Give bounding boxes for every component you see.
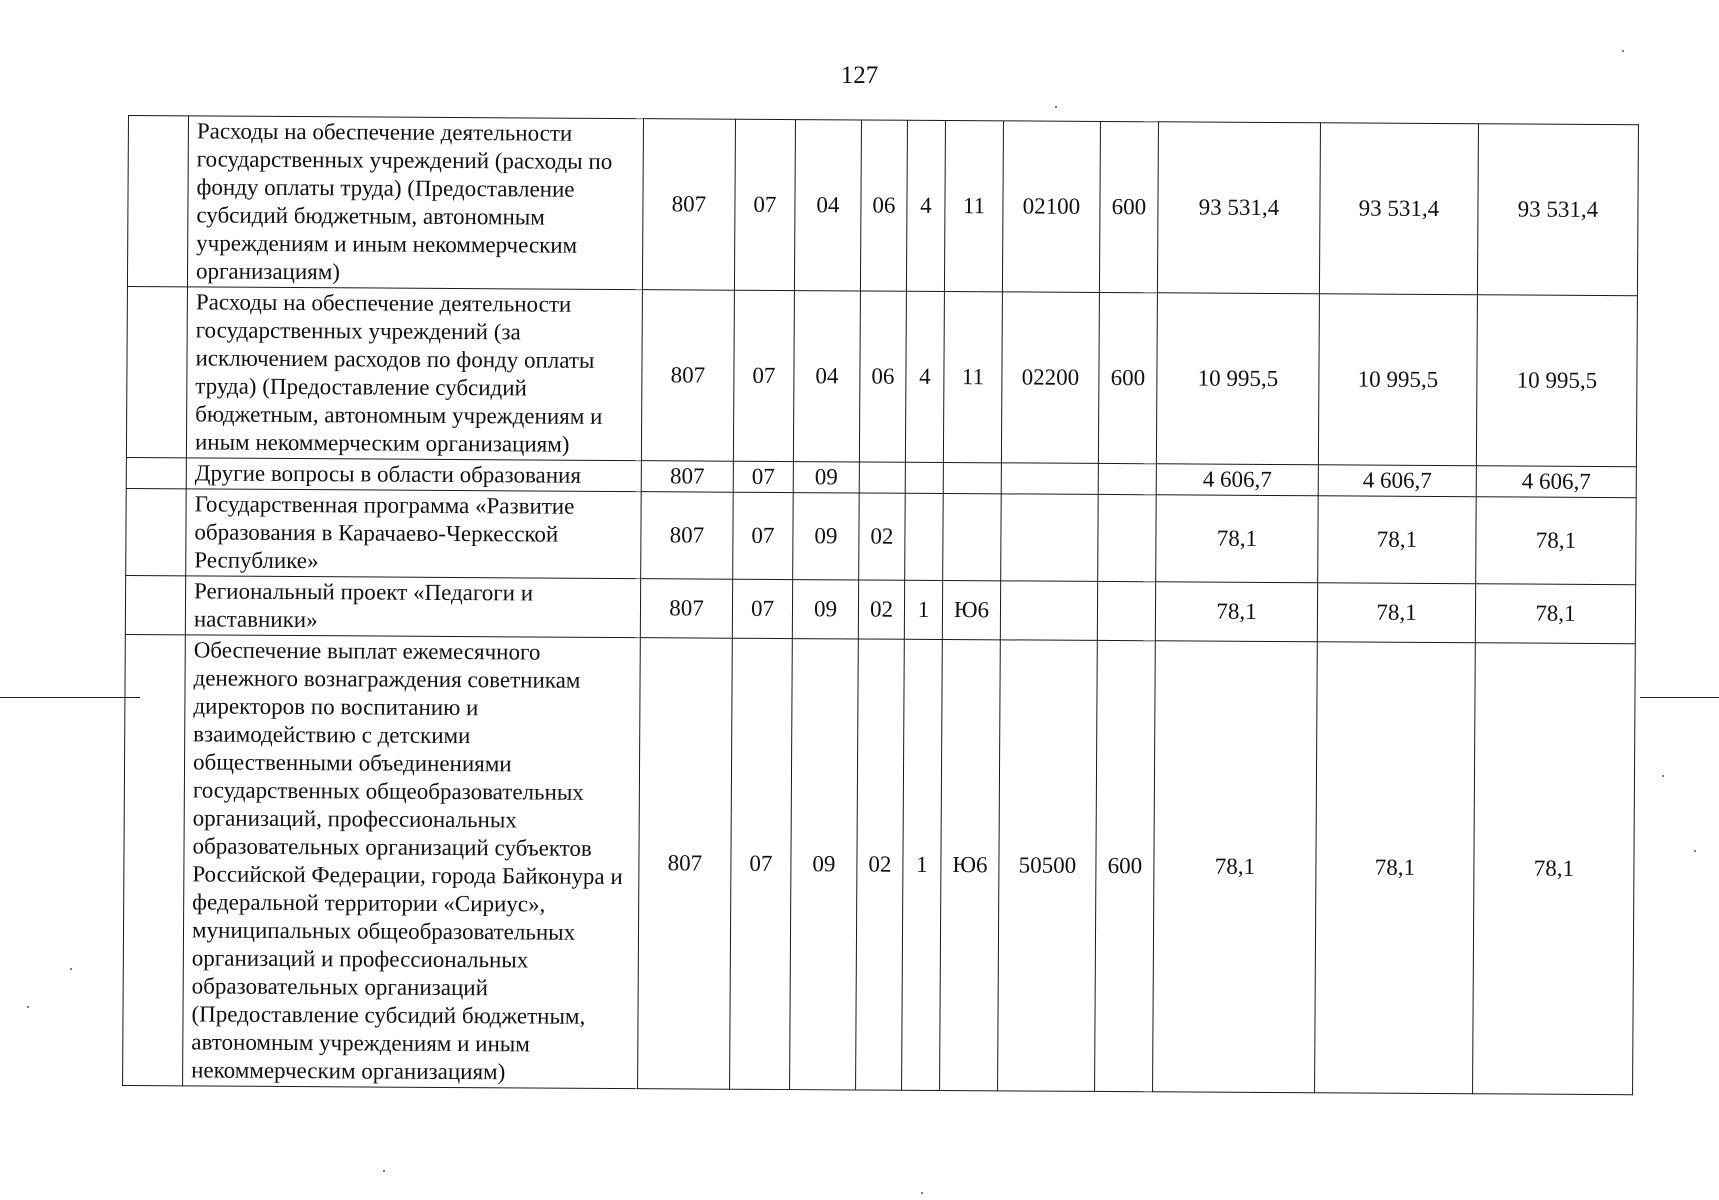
subsection-code-cell: 04 xyxy=(793,291,860,462)
subprogram-code-cell: 11 xyxy=(944,120,1003,291)
amount-2-cell: 78,1 xyxy=(1318,496,1477,584)
amount-1-cell: 78,1 xyxy=(1156,495,1319,583)
direction-code-cell: 02100 xyxy=(1002,121,1100,293)
table-row xyxy=(123,634,1636,1094)
program-code-cell: 06 xyxy=(860,120,907,291)
ministry-code-cell: 807 xyxy=(641,461,733,493)
amount-2-cell: 93 531,4 xyxy=(1319,123,1478,295)
section-code-cell: 07 xyxy=(733,461,793,492)
expense-type-cell: 600 xyxy=(1095,640,1156,1091)
amount-2-cell: 78,1 xyxy=(1315,642,1476,1094)
subprogram-type-cell: 1 xyxy=(904,580,942,639)
subprogram-type-cell xyxy=(905,493,944,580)
row-index-cell xyxy=(123,634,186,1085)
scan-fold-line-right xyxy=(1640,697,1719,698)
scan-speck xyxy=(70,968,72,970)
expense-name-cell: Другие вопросы в области образования xyxy=(186,458,641,492)
subprogram-type-cell: 1 xyxy=(902,639,943,1090)
direction-code-cell xyxy=(1000,581,1097,641)
subprogram-code-cell xyxy=(943,493,1002,580)
scan-fold-line-left xyxy=(0,697,140,698)
section-code-cell: 07 xyxy=(733,492,794,579)
expense-name-cell: Обеспечение выплат ежемесячного денежного вознаграждения советникам директоров по воспитанию и взаимодействию с детскими общественными объединениями государственных общеобразовательных организаций, профессиональных образовательных организаций субъектов Российской Федерации, города Байконура и федеральной территории «Сириус», муниципальных общеобразовательных организаций и профессиональных образовательных организаций (Предоставление субсидий бюджетным, автономным учреждениям и иным некоммерческим организациям) xyxy=(183,635,641,1089)
subsection-code-cell: 09 xyxy=(793,493,860,580)
amount-1-cell: 78,1 xyxy=(1155,582,1317,642)
ministry-code-cell: 807 xyxy=(638,638,733,1090)
subprogram-type-cell: 4 xyxy=(905,291,944,462)
budget-table xyxy=(122,115,1639,1095)
expense-type-cell: 600 xyxy=(1098,292,1157,463)
ministry-code-cell: 807 xyxy=(642,119,735,291)
amount-2-cell: 10 995,5 xyxy=(1318,294,1477,466)
amount-2-cell: 4 606,7 xyxy=(1318,465,1476,497)
expense-type-cell: 600 xyxy=(1099,121,1158,292)
expense-name-cell: Расходы на обеспечение деятельности государственных учреждений (за исключением расходов по фонду оплаты труда) (Предоставление субсидий бюджетным, автономным учреждениям и иным некоммерческим организациям) xyxy=(186,287,642,461)
expense-type-cell xyxy=(1098,463,1156,494)
table-row xyxy=(126,488,1637,584)
scan-speck xyxy=(1662,775,1664,777)
direction-code-cell: 02200 xyxy=(1001,292,1099,464)
expense-type-cell xyxy=(1097,581,1155,640)
program-code-cell: 02 xyxy=(859,493,906,580)
row-index-cell xyxy=(125,575,185,634)
scan-speck xyxy=(921,1192,923,1194)
amount-3-cell: 93 531,4 xyxy=(1477,124,1638,296)
section-code-cell: 07 xyxy=(734,119,795,290)
direction-code-cell xyxy=(1001,463,1098,495)
subsection-code-cell: 09 xyxy=(790,639,859,1090)
scan-speck xyxy=(1694,850,1696,852)
scan-speck xyxy=(383,1170,385,1172)
subprogram-type-cell: 4 xyxy=(906,120,945,291)
program-code-cell: 06 xyxy=(859,291,906,462)
subprogram-code-cell: Ю6 xyxy=(942,580,1000,639)
ministry-code-cell: 807 xyxy=(641,290,734,462)
scan-speck xyxy=(27,1006,29,1008)
row-index-cell xyxy=(127,116,188,287)
subprogram-code-cell: Ю6 xyxy=(940,639,1001,1090)
table-row xyxy=(125,575,1635,643)
subsection-code-cell: 04 xyxy=(794,120,861,291)
ministry-code-cell: 807 xyxy=(641,492,734,580)
direction-code-cell xyxy=(1001,494,1099,582)
expense-name-cell: Расходы на обеспечение деятельности государственных учреждений (расходы по фонду оплаты труда) (Предоставление субсидий бюджетным, автономным учреждениям и иным некоммерческим организациям) xyxy=(187,116,643,290)
amount-1-cell: 78,1 xyxy=(1153,641,1318,1093)
amount-3-cell: 10 995,5 xyxy=(1476,295,1637,467)
scan-speck xyxy=(1622,50,1624,52)
subsection-code-cell: 09 xyxy=(793,462,859,493)
subprogram-code-cell xyxy=(943,462,1001,493)
table-row xyxy=(127,116,1638,296)
amount-3-cell: 4 606,7 xyxy=(1476,466,1636,498)
amount-2-cell: 78,1 xyxy=(1317,583,1475,643)
subsection-code-cell: 09 xyxy=(792,580,858,639)
section-code-cell: 07 xyxy=(733,290,794,461)
amount-3-cell: 78,1 xyxy=(1476,497,1637,585)
expense-name-cell: Государственная программа «Развитие образования в Карачаево-Черкесской Республике» xyxy=(186,489,642,579)
amount-3-cell: 78,1 xyxy=(1475,584,1635,644)
direction-code-cell: 50500 xyxy=(998,640,1098,1092)
amount-1-cell: 4 606,7 xyxy=(1156,464,1318,496)
amount-1-cell: 93 531,4 xyxy=(1157,122,1320,294)
subprogram-code-cell: 11 xyxy=(943,291,1002,462)
row-index-cell xyxy=(126,488,187,575)
program-code-cell: 02 xyxy=(858,580,904,639)
section-code-cell: 07 xyxy=(730,638,793,1089)
budget-table-body xyxy=(123,116,1639,1095)
program-code-cell xyxy=(859,462,905,493)
row-index-cell xyxy=(126,286,187,457)
section-code-cell: 07 xyxy=(732,579,792,638)
amount-1-cell: 10 995,5 xyxy=(1156,293,1319,465)
row-index-cell xyxy=(126,457,186,488)
page-number: 127 xyxy=(840,62,879,89)
program-code-cell: 02 xyxy=(856,639,905,1090)
scan-speck xyxy=(1055,106,1057,108)
subprogram-type-cell xyxy=(905,462,943,493)
table-row xyxy=(126,286,1637,466)
expense-type-cell xyxy=(1098,494,1157,581)
amount-3-cell: 78,1 xyxy=(1473,643,1636,1095)
ministry-code-cell: 807 xyxy=(640,579,732,639)
expense-name-cell: Региональный проект «Педагоги и наставники» xyxy=(185,576,640,638)
